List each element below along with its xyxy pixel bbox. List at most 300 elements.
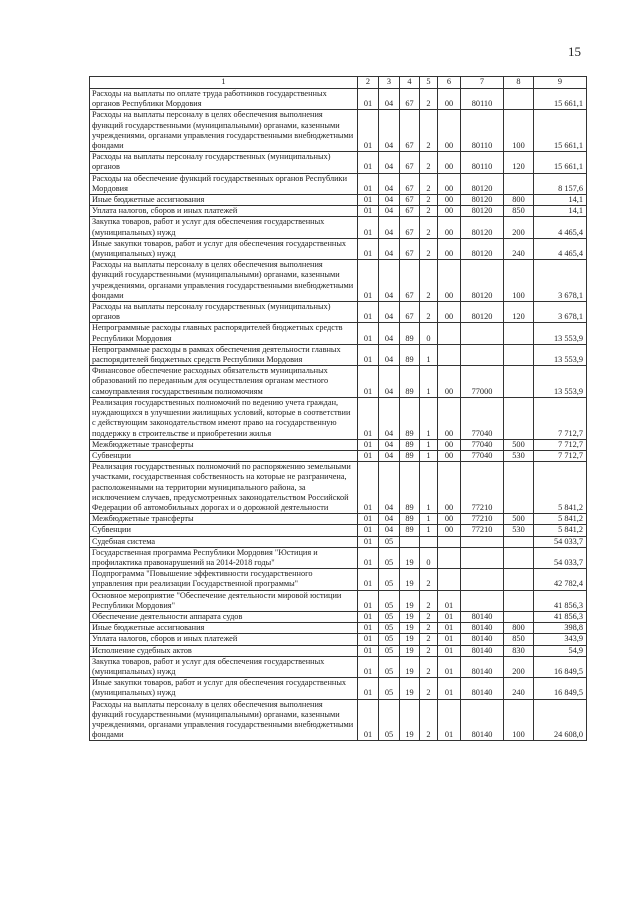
code-subsection: 05 — [379, 569, 400, 590]
table-row — [90, 323, 587, 344]
code-subsection: 05 — [379, 678, 400, 699]
code-subprogram: 1 — [420, 439, 438, 450]
code-section: 01 — [358, 699, 379, 741]
code-subprogram: 1 — [420, 462, 438, 514]
row-name: Уплата налогов, сборов и иных платежей — [90, 206, 358, 217]
code-expense-type: 530 — [504, 450, 534, 461]
row-name: Судебная система — [90, 536, 358, 547]
code-measure — [438, 547, 461, 568]
code-direction: 80140 — [461, 699, 504, 741]
code-section: 01 — [358, 173, 379, 194]
code-section: 01 — [358, 623, 379, 634]
code-section: 01 — [358, 366, 379, 398]
table-row — [90, 645, 587, 656]
row-amount: 398,8 — [534, 623, 587, 634]
row-name: Иные закупки товаров, работ и услуг для обеспечения государственных (муниципальных) нужд — [90, 238, 358, 259]
code-subsection: 04 — [379, 397, 400, 439]
table-row — [90, 302, 587, 323]
code-subprogram: 2 — [420, 699, 438, 741]
code-subprogram: 2 — [420, 173, 438, 194]
code-direction: 80140 — [461, 678, 504, 699]
code-direction: 77000 — [461, 366, 504, 398]
row-amount: 16 849,5 — [534, 656, 587, 677]
code-measure: 00 — [438, 238, 461, 259]
code-program: 89 — [400, 344, 420, 365]
code-subprogram: 2 — [420, 260, 438, 302]
code-subprogram: 1 — [420, 525, 438, 536]
row-name: Расходы на выплаты персоналу в целях обеспечения выполнения функций государственными (муниципальными) органами, казенными учреждениями, органами управления государственными внебюджетными фондами — [90, 260, 358, 302]
column-header: 7 — [461, 77, 504, 89]
code-subprogram: 2 — [420, 623, 438, 634]
code-subsection: 04 — [379, 152, 400, 173]
code-subsection: 04 — [379, 439, 400, 450]
code-direction: 80120 — [461, 173, 504, 194]
code-section: 01 — [358, 611, 379, 622]
code-section: 01 — [358, 206, 379, 217]
row-name: Расходы на выплаты по оплате труда работников государственных органов Республики Мордовия — [90, 89, 358, 110]
row-amount: 24 608,0 — [534, 699, 587, 741]
row-name: Исполнение судебных актов — [90, 645, 358, 656]
row-name: Подпрограмма "Повышение эффективности государственного управления при реализации Государственной программы" — [90, 569, 358, 590]
row-amount: 7 712,7 — [534, 397, 587, 439]
row-amount: 4 465,4 — [534, 238, 587, 259]
code-measure: 00 — [438, 173, 461, 194]
code-program: 67 — [400, 206, 420, 217]
code-subsection: 05 — [379, 656, 400, 677]
row-name: Межбюджетные трансферты — [90, 514, 358, 525]
code-direction: 80110 — [461, 89, 504, 110]
code-expense-type — [504, 462, 534, 514]
table-row — [90, 678, 587, 699]
code-program: 19 — [400, 611, 420, 622]
row-name: Непрограммные расходы главных распорядителей бюджетных средств Республики Мордовия — [90, 323, 358, 344]
row-amount: 3 678,1 — [534, 260, 587, 302]
code-expense-type: 200 — [504, 217, 534, 238]
code-direction: 77040 — [461, 439, 504, 450]
table-row — [90, 590, 587, 611]
code-program: 89 — [400, 323, 420, 344]
code-subsection: 04 — [379, 525, 400, 536]
code-program: 89 — [400, 366, 420, 398]
table-row — [90, 623, 587, 634]
row-amount: 41 856,3 — [534, 611, 587, 622]
row-name: Субвенции — [90, 450, 358, 461]
page-number: 15 — [568, 44, 581, 59]
code-subprogram: 2 — [420, 302, 438, 323]
code-subsection: 05 — [379, 590, 400, 611]
code-subprogram: 1 — [420, 344, 438, 365]
row-name: Закупка товаров, работ и услуг для обеспечения государственных (муниципальных) нужд — [90, 217, 358, 238]
code-subprogram: 0 — [420, 323, 438, 344]
row-name: Расходы на выплаты персоналу государственных (муниципальных) органов — [90, 152, 358, 173]
code-measure: 01 — [438, 645, 461, 656]
code-section: 01 — [358, 450, 379, 461]
row-name: Основное мероприятие "Обеспечение деятельности мировой юстиции Республики Мордовия" — [90, 590, 358, 611]
table-row — [90, 656, 587, 677]
row-amount: 13 553,9 — [534, 366, 587, 398]
code-subsection: 05 — [379, 645, 400, 656]
code-program: 89 — [400, 450, 420, 461]
code-measure — [438, 323, 461, 344]
code-subprogram: 1 — [420, 450, 438, 461]
table-row — [90, 260, 587, 302]
code-section: 01 — [358, 634, 379, 645]
code-direction — [461, 547, 504, 568]
code-expense-type: 100 — [504, 110, 534, 152]
row-amount: 13 553,9 — [534, 344, 587, 365]
code-subsection: 04 — [379, 110, 400, 152]
row-amount: 16 849,5 — [534, 678, 587, 699]
code-subprogram: 2 — [420, 569, 438, 590]
code-measure: 00 — [438, 195, 461, 206]
code-subprogram: 1 — [420, 397, 438, 439]
code-expense-type — [504, 590, 534, 611]
code-program: 89 — [400, 462, 420, 514]
row-name: Межбюджетные трансферты — [90, 439, 358, 450]
code-subsection: 04 — [379, 195, 400, 206]
code-direction: 77210 — [461, 462, 504, 514]
code-subsection: 04 — [379, 514, 400, 525]
code-program: 19 — [400, 590, 420, 611]
code-section: 01 — [358, 323, 379, 344]
row-amount: 5 841,2 — [534, 514, 587, 525]
row-amount: 14,1 — [534, 195, 587, 206]
code-subsection: 04 — [379, 344, 400, 365]
table-row — [90, 450, 587, 461]
code-program: 19 — [400, 569, 420, 590]
code-measure: 00 — [438, 302, 461, 323]
budget-table — [89, 76, 587, 741]
column-header: 4 — [400, 77, 420, 89]
code-program: 19 — [400, 645, 420, 656]
code-section: 01 — [358, 569, 379, 590]
code-program: 67 — [400, 89, 420, 110]
code-expense-type: 500 — [504, 514, 534, 525]
code-measure: 00 — [438, 89, 461, 110]
code-subsection: 04 — [379, 366, 400, 398]
code-direction — [461, 536, 504, 547]
code-subsection: 04 — [379, 302, 400, 323]
code-subprogram: 2 — [420, 217, 438, 238]
code-subsection: 04 — [379, 89, 400, 110]
code-subsection: 04 — [379, 260, 400, 302]
table-row — [90, 173, 587, 194]
row-amount: 15 661,1 — [534, 110, 587, 152]
code-measure: 00 — [438, 397, 461, 439]
code-expense-type: 120 — [504, 152, 534, 173]
code-measure: 00 — [438, 514, 461, 525]
code-expense-type — [504, 547, 534, 568]
code-measure: 00 — [438, 260, 461, 302]
code-expense-type: 100 — [504, 260, 534, 302]
code-direction — [461, 569, 504, 590]
code-subprogram: 1 — [420, 366, 438, 398]
code-direction: 80120 — [461, 260, 504, 302]
code-section: 01 — [358, 217, 379, 238]
code-measure: 01 — [438, 634, 461, 645]
row-amount: 5 841,2 — [534, 525, 587, 536]
row-name: Расходы на выплаты персоналу в целях обеспечения выполнения функций государственными (муниципальными) органами, казенными учреждениями, органами управления государственными внебюджетными фондами — [90, 699, 358, 741]
code-section: 01 — [358, 110, 379, 152]
table-row — [90, 89, 587, 110]
code-subsection: 05 — [379, 623, 400, 634]
row-amount: 54 033,7 — [534, 536, 587, 547]
code-section: 01 — [358, 439, 379, 450]
code-subsection: 05 — [379, 699, 400, 741]
code-program: 19 — [400, 678, 420, 699]
code-measure: 00 — [438, 525, 461, 536]
column-header: 8 — [504, 77, 534, 89]
code-section: 01 — [358, 344, 379, 365]
row-name: Субвенции — [90, 525, 358, 536]
code-program: 89 — [400, 439, 420, 450]
code-expense-type: 240 — [504, 238, 534, 259]
code-measure — [438, 344, 461, 365]
row-amount: 54,9 — [534, 645, 587, 656]
table-row — [90, 110, 587, 152]
code-program: 67 — [400, 217, 420, 238]
code-measure — [438, 536, 461, 547]
row-name: Иные бюджетные ассигнования — [90, 623, 358, 634]
row-amount: 7 712,7 — [534, 439, 587, 450]
code-direction: 80110 — [461, 110, 504, 152]
row-amount: 8 157,6 — [534, 173, 587, 194]
code-subsection: 05 — [379, 611, 400, 622]
code-subprogram: 2 — [420, 634, 438, 645]
row-amount: 343,9 — [534, 634, 587, 645]
code-direction: 80120 — [461, 217, 504, 238]
table-row — [90, 206, 587, 217]
code-direction — [461, 344, 504, 365]
table-row — [90, 217, 587, 238]
row-amount: 54 033,7 — [534, 547, 587, 568]
table-row — [90, 366, 587, 398]
code-expense-type — [504, 89, 534, 110]
code-subsection: 04 — [379, 450, 400, 461]
code-section: 01 — [358, 152, 379, 173]
code-measure: 00 — [438, 217, 461, 238]
code-program: 67 — [400, 173, 420, 194]
code-subsection: 04 — [379, 462, 400, 514]
code-expense-type — [504, 397, 534, 439]
code-program: 19 — [400, 623, 420, 634]
code-direction: 80140 — [461, 645, 504, 656]
code-program: 67 — [400, 302, 420, 323]
code-subprogram: 2 — [420, 645, 438, 656]
code-program: 89 — [400, 525, 420, 536]
code-program: 67 — [400, 152, 420, 173]
code-direction: 77040 — [461, 450, 504, 461]
table-row — [90, 238, 587, 259]
table-row — [90, 634, 587, 645]
table-row — [90, 514, 587, 525]
code-expense-type — [504, 366, 534, 398]
table-header-row — [90, 77, 587, 89]
code-measure: 01 — [438, 611, 461, 622]
row-amount: 42 782,4 — [534, 569, 587, 590]
code-program: 19 — [400, 547, 420, 568]
row-amount: 4 465,4 — [534, 217, 587, 238]
code-subsection: 05 — [379, 536, 400, 547]
code-section: 01 — [358, 462, 379, 514]
code-expense-type — [504, 611, 534, 622]
code-section: 01 — [358, 536, 379, 547]
row-name: Реализация государственных полномочий по ведению учета граждан, нуждающихся в улучшении жилищных условий, которые в соответствии с действующим законодательством имеют право на государственную поддержку в строительстве и приобретении жилья — [90, 397, 358, 439]
code-measure: 00 — [438, 206, 461, 217]
code-subsection: 04 — [379, 206, 400, 217]
code-subsection: 04 — [379, 238, 400, 259]
code-subprogram: 2 — [420, 238, 438, 259]
code-subprogram: 2 — [420, 206, 438, 217]
code-program: 67 — [400, 238, 420, 259]
code-program: 19 — [400, 656, 420, 677]
code-subsection: 05 — [379, 634, 400, 645]
code-section: 01 — [358, 397, 379, 439]
code-section: 01 — [358, 656, 379, 677]
code-measure: 00 — [438, 110, 461, 152]
code-section: 01 — [358, 547, 379, 568]
code-direction: 77210 — [461, 525, 504, 536]
code-subsection: 04 — [379, 217, 400, 238]
code-expense-type — [504, 344, 534, 365]
code-direction — [461, 590, 504, 611]
code-section: 01 — [358, 645, 379, 656]
code-direction: 80120 — [461, 238, 504, 259]
code-subprogram: 2 — [420, 678, 438, 699]
code-expense-type: 530 — [504, 525, 534, 536]
row-amount: 7 712,7 — [534, 450, 587, 461]
row-amount: 15 661,1 — [534, 89, 587, 110]
code-program — [400, 536, 420, 547]
row-name: Непрограммные расходы в рамках обеспечения деятельности главных распорядителей бюджетных средств Республики Мордовия — [90, 344, 358, 365]
code-measure: 00 — [438, 450, 461, 461]
column-header: 2 — [358, 77, 379, 89]
row-name: Иные бюджетные ассигнования — [90, 195, 358, 206]
row-amount: 15 661,1 — [534, 152, 587, 173]
table-row — [90, 439, 587, 450]
code-program: 19 — [400, 699, 420, 741]
row-name: Уплата налогов, сборов и иных платежей — [90, 634, 358, 645]
code-expense-type — [504, 323, 534, 344]
row-name: Расходы на выплаты персоналу государственных (муниципальных) органов — [90, 302, 358, 323]
code-subprogram: 2 — [420, 110, 438, 152]
code-direction: 80120 — [461, 195, 504, 206]
row-name: Государственная программа Республики Мордовия "Юстиция и профилактика правонарушений на 2014-2018 годы" — [90, 547, 358, 568]
code-program: 67 — [400, 195, 420, 206]
code-subprogram — [420, 536, 438, 547]
code-section: 01 — [358, 302, 379, 323]
row-amount: 5 841,2 — [534, 462, 587, 514]
code-section: 01 — [358, 525, 379, 536]
code-subprogram: 2 — [420, 590, 438, 611]
code-direction: 77040 — [461, 397, 504, 439]
code-subprogram: 1 — [420, 514, 438, 525]
code-subprogram: 2 — [420, 89, 438, 110]
column-header: 1 — [90, 77, 358, 89]
code-direction: 80120 — [461, 302, 504, 323]
column-header: 9 — [534, 77, 587, 89]
code-direction: 80110 — [461, 152, 504, 173]
row-name: Обеспечение деятельности аппарата судов — [90, 611, 358, 622]
column-header: 6 — [438, 77, 461, 89]
code-section: 01 — [358, 590, 379, 611]
code-expense-type: 850 — [504, 206, 534, 217]
row-amount: 3 678,1 — [534, 302, 587, 323]
code-measure: 00 — [438, 462, 461, 514]
row-name: Расходы на обеспечение функций государственных органов Республики Мордовия — [90, 173, 358, 194]
table-row — [90, 397, 587, 439]
table-row — [90, 525, 587, 536]
code-subsection: 05 — [379, 547, 400, 568]
row-name: Закупка товаров, работ и услуг для обеспечения государственных (муниципальных) нужд — [90, 656, 358, 677]
code-program: 67 — [400, 110, 420, 152]
code-section: 01 — [358, 514, 379, 525]
code-expense-type — [504, 173, 534, 194]
code-measure: 01 — [438, 656, 461, 677]
code-direction — [461, 323, 504, 344]
code-direction: 80140 — [461, 623, 504, 634]
row-name: Реализация государственных полномочий по распоряжению земельными участками, государственная собственность на которые не разграничена, расположенными на территории муниципального района, за исключением случаев, предусмотренных законодательством Российской Федерации об автомобильных дорогах и о дорожной деятельности — [90, 462, 358, 514]
code-section: 01 — [358, 678, 379, 699]
row-amount: 14,1 — [534, 206, 587, 217]
code-subprogram: 0 — [420, 547, 438, 568]
code-expense-type: 500 — [504, 439, 534, 450]
code-expense-type — [504, 569, 534, 590]
table-row — [90, 699, 587, 741]
row-amount: 13 553,9 — [534, 323, 587, 344]
code-measure: 01 — [438, 590, 461, 611]
code-expense-type: 800 — [504, 623, 534, 634]
code-measure: 01 — [438, 699, 461, 741]
code-section: 01 — [358, 195, 379, 206]
table-row — [90, 547, 587, 568]
code-program: 89 — [400, 514, 420, 525]
code-section: 01 — [358, 260, 379, 302]
table-row — [90, 462, 587, 514]
table-row — [90, 344, 587, 365]
code-expense-type: 800 — [504, 195, 534, 206]
code-section: 01 — [358, 89, 379, 110]
code-subprogram: 2 — [420, 152, 438, 173]
table-row — [90, 536, 587, 547]
code-expense-type: 850 — [504, 634, 534, 645]
code-measure — [438, 569, 461, 590]
code-expense-type: 240 — [504, 678, 534, 699]
code-direction: 80140 — [461, 611, 504, 622]
table-row — [90, 569, 587, 590]
code-direction: 80120 — [461, 206, 504, 217]
code-program: 19 — [400, 634, 420, 645]
code-expense-type: 120 — [504, 302, 534, 323]
code-subprogram: 2 — [420, 611, 438, 622]
code-subprogram: 2 — [420, 195, 438, 206]
table-row — [90, 611, 587, 622]
code-measure: 00 — [438, 152, 461, 173]
table-row — [90, 195, 587, 206]
code-subprogram: 2 — [420, 656, 438, 677]
table-row — [90, 152, 587, 173]
code-measure: 00 — [438, 439, 461, 450]
code-measure: 00 — [438, 366, 461, 398]
code-direction: 80140 — [461, 656, 504, 677]
code-subsection: 04 — [379, 323, 400, 344]
row-name: Финансовое обеспечение расходных обязательств муниципальных образований по переданным для осуществления органам местного самоуправления государственным полномочиям — [90, 366, 358, 398]
code-direction: 77210 — [461, 514, 504, 525]
code-measure: 01 — [438, 623, 461, 634]
code-expense-type: 100 — [504, 699, 534, 741]
code-section: 01 — [358, 238, 379, 259]
column-header: 5 — [420, 77, 438, 89]
